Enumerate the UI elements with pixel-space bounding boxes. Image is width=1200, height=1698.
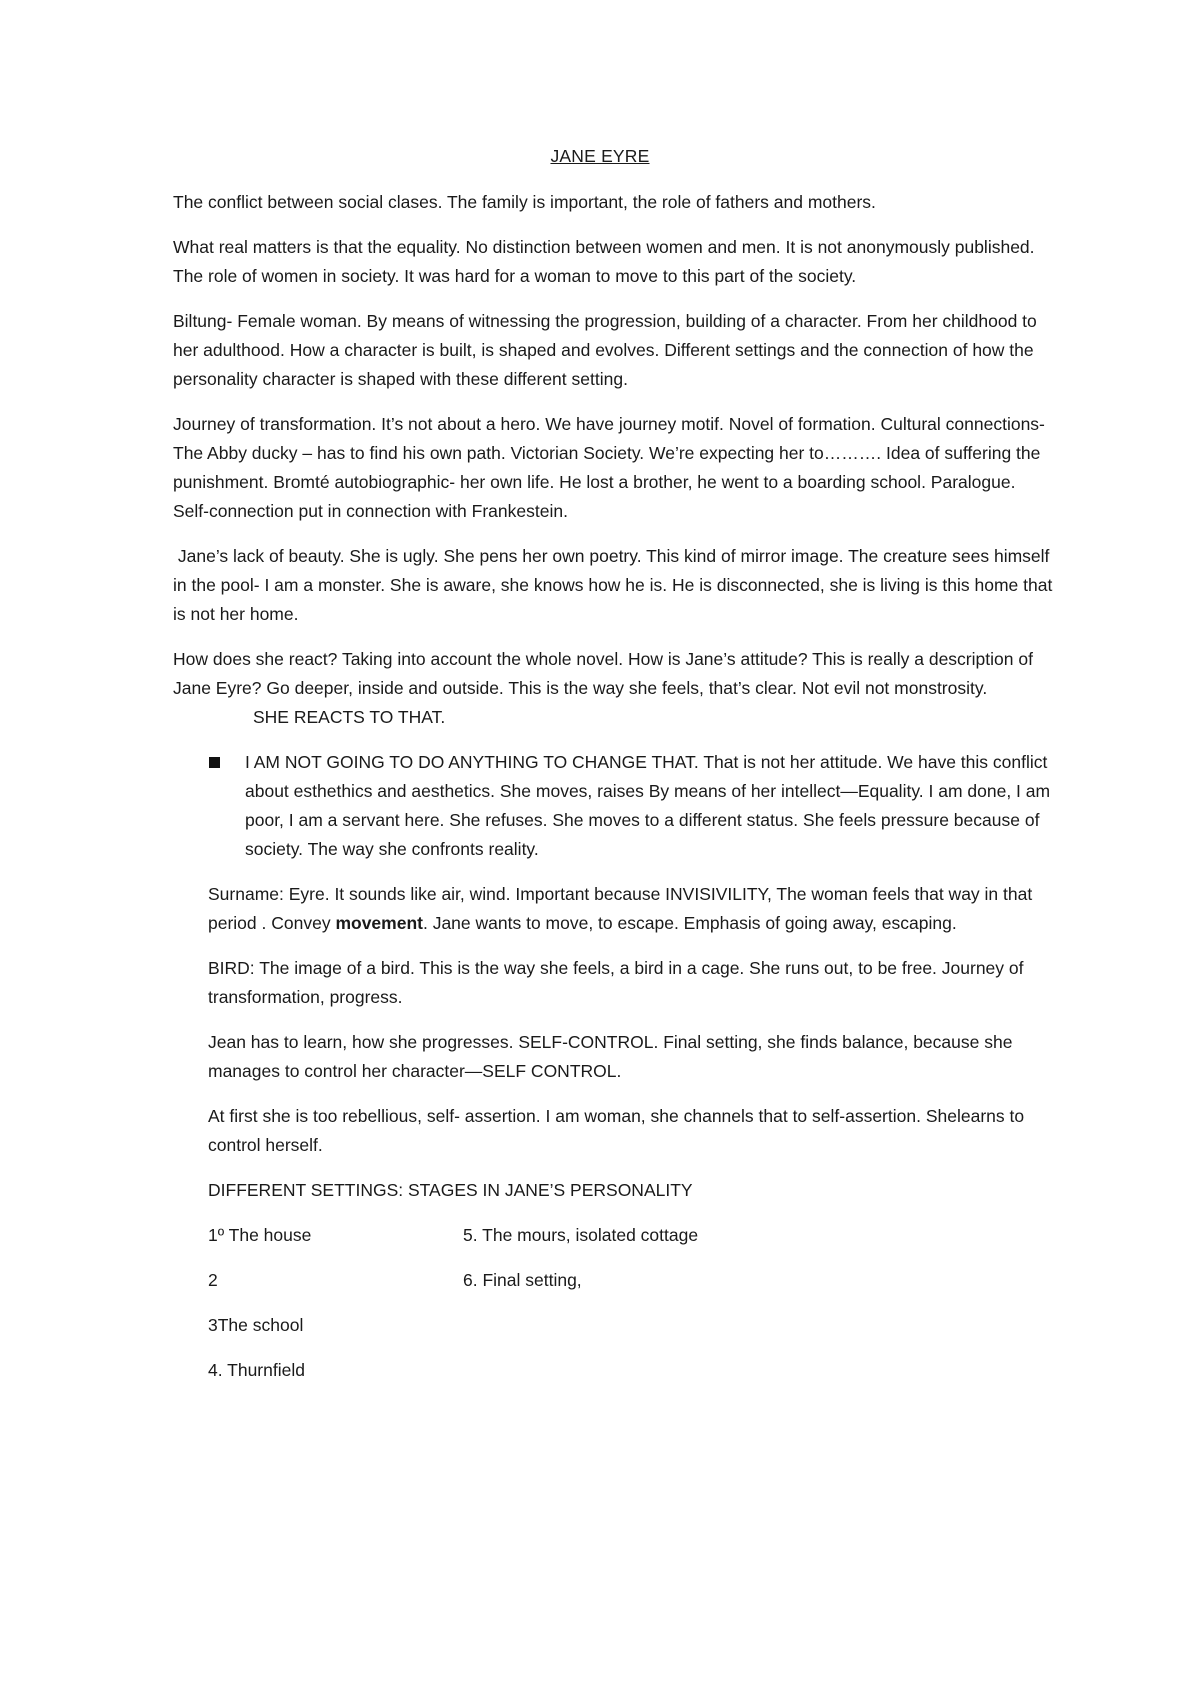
settings-row: [208, 1311, 1053, 1340]
document-title: JANE EYRE: [550, 146, 650, 166]
paragraph: BIRD: The image of a bird. This is the way she feels, a bird in a cage. She runs out, to be free. Journey of transformation, progress.: [208, 958, 1024, 1007]
paragraph: Jean has to learn, how she progresses. SELF-CONTROL. Final setting, she finds balance, because she manages to control her character—SELF CONTROL.: [208, 1032, 1013, 1081]
settings-left: 1º The house: [208, 1225, 312, 1245]
settings-row: [208, 1356, 1053, 1385]
settings-right: 5. The mours, isolated cottage: [463, 1225, 699, 1245]
paragraph: Journey of transformation. It’s not about a hero. We have journey motif. Novel of formation. Cultural connections- The Abby ducky – has to find his own path. Victorian Society. We’re expecting her to………. Idea of suffering the punishment. Bromté autobiographic- her own life. He lost a brother, he went to a boarding school. Paralogue. Self-connection put in connection with Frankestein.: [173, 414, 1045, 521]
square-bullet-icon: [209, 757, 220, 768]
settings-right: 6. Final setting,: [463, 1270, 582, 1290]
surname-bold-word: movement: [335, 913, 423, 933]
paragraph: The conflict between social clases. The family is important, the role of fathers and mothers.: [173, 192, 876, 212]
settings-left: 4. Thurnfield: [208, 1360, 305, 1380]
surname-text-before: Surname: Eyre. It sounds like air, wind. Important because INVISIVILITY, The woman feels that way in that period . Convey: [208, 884, 1033, 933]
document-body: [173, 188, 1058, 1401]
settings-heading: DIFFERENT SETTINGS: STAGES IN JANE’S PERSONALITY: [208, 1180, 693, 1200]
bullet-item: [173, 748, 1053, 864]
paragraph: Biltung- Female woman. By means of witnessing the progression, building of a character. From her childhood to her adulthood. How a character is built, is shaped and evolves. Different settings and the connection of how the personality character is shaped with these different setting.: [173, 311, 1037, 389]
paragraph: What real matters is that the equality. No distinction between women and men. It is not anonymously published. The role of women in society. It was hard for a woman to move to this part of the society.: [173, 237, 1035, 286]
settings-right: [463, 1311, 1053, 1340]
reaction-text: How does she react? Taking into account the whole novel. How is Jane’s attitude? This is really a description of Jane Eyre? Go deeper, inside and outside. This is the way she feels, that’s clear. Not evil not monstrosity.: [173, 649, 1033, 698]
settings-left: 2: [208, 1270, 218, 1290]
settings-right: [463, 1356, 1053, 1385]
reaction-emphasis: SHE REACTS TO THAT.: [253, 707, 446, 727]
surname-text-after: . Jane wants to move, to escape. Emphasis of going away, escaping.: [422, 913, 957, 933]
surname-paragraph: [208, 880, 1053, 938]
paragraph: At first she is too rebellious, self- assertion. I am woman, she channels that to self-assertion. Shelearns to control herself.: [208, 1106, 1025, 1155]
settings-left: 3The school: [208, 1315, 304, 1335]
indented-section: [173, 880, 1053, 1385]
paragraph: Jane’s lack of beauty. She is ugly. She pens her own poetry. This kind of mirror image. The creature sees himself in the pool- I am a monster. She is aware, she knows how he is. He is disconnected, she is living is this home that is not her home.: [173, 546, 1058, 624]
bullet-text: I AM NOT GOING TO DO ANYTHING TO CHANGE THAT. That is not her attitude. We have this conflict about esthethics and aesthetics. She moves, raises By means of her intellect—Equality. I am done, I am poor, I am a servant here. She refuses. She moves to a different status. She feels pressure because of society. The way she confronts reality.: [245, 752, 1051, 859]
settings-row: [208, 1221, 1053, 1250]
settings-row: [208, 1266, 1053, 1295]
reaction-paragraph: [173, 645, 1053, 732]
